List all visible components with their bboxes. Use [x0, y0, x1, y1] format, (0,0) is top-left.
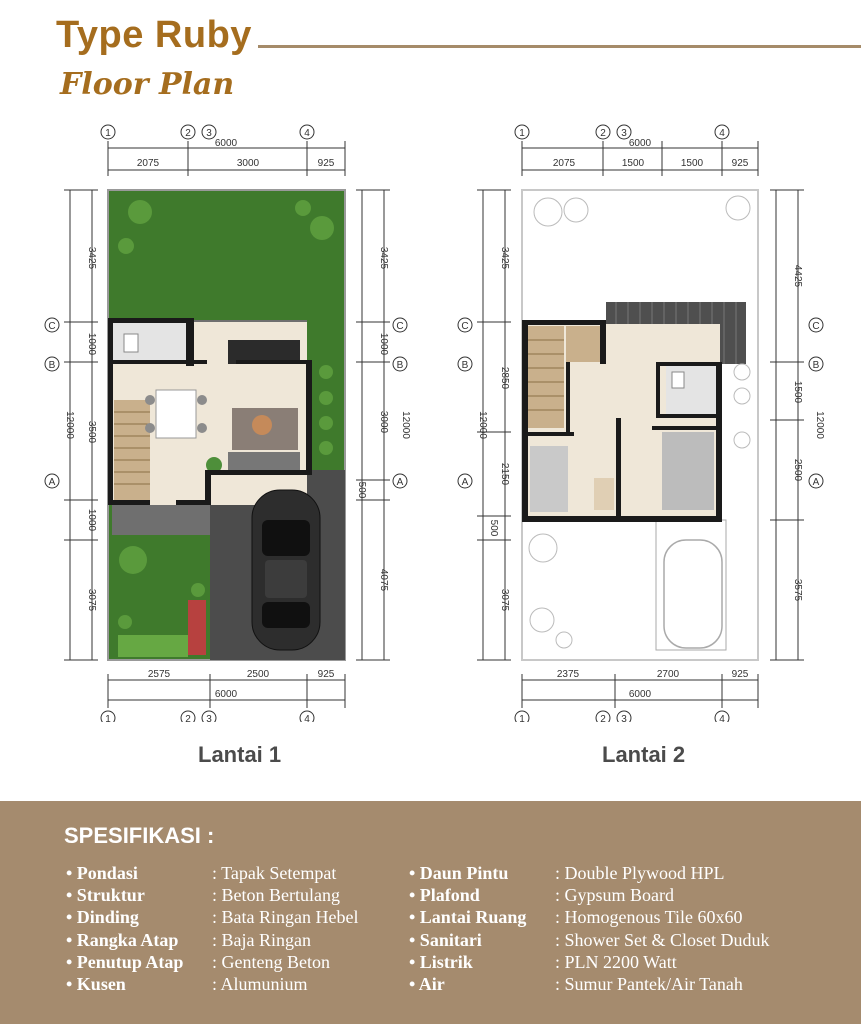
spec-value: : Tapak Setempat [212, 863, 337, 883]
l1-grid-4b: 4 [304, 714, 310, 722]
floor-label-1: Lantai 1 [198, 742, 282, 767]
l1-grid-c: C [48, 321, 56, 332]
l2-grid-4: 4 [719, 128, 725, 139]
car-icon [252, 490, 320, 650]
spec-value: : Alumunium [212, 973, 308, 994]
l1-top-dim-3: 925 [317, 158, 335, 169]
l1-right-total: 12000 [400, 411, 411, 439]
l2-bottom-dim-2: 2700 [656, 669, 680, 680]
spec-key: • Dinding [66, 907, 139, 928]
spec-value: : Genteng Beton [212, 951, 330, 972]
specification-panel [0, 801, 861, 1024]
spec-row [66, 974, 406, 996]
l2-right-dim-4: 3575 [792, 578, 803, 602]
l1-grid-3: 3 [206, 128, 212, 139]
spec-key: • Lantai Ruang [409, 907, 527, 928]
spec-column-left [66, 863, 406, 996]
l1-bottom-dim-3: 925 [317, 669, 335, 680]
l1-top-dim-1: 2075 [136, 158, 160, 169]
spec-value: : PLN 2200 Watt [555, 951, 677, 972]
spec-value: : Bata Ringan Hebel [212, 907, 359, 928]
spec-key: • Penutup Atap [66, 951, 184, 972]
l1-grid-1b: 1 [105, 714, 111, 722]
l2-left-dim-4: 500 [488, 519, 499, 537]
l1-grid-2b: 2 [185, 714, 191, 722]
spec-value: : Homogenous Tile 60x60 [555, 907, 743, 928]
l1-top-dim-2: 3000 [236, 158, 260, 169]
l2-right-total: 12000 [814, 411, 825, 439]
spec-key: • Daun Pintu [409, 863, 509, 883]
spec-key: • Air [409, 973, 445, 994]
l1-grid-3b: 3 [206, 714, 212, 722]
l2-bottom-total: 6000 [628, 689, 652, 700]
spec-row [409, 930, 849, 952]
l2-grid-c: C [461, 321, 469, 332]
l2-grid-3: 3 [621, 128, 627, 139]
l1-right-dim-2: 1000 [378, 332, 389, 356]
l1-left-dim-5: 3075 [86, 588, 97, 612]
l1-bottom-dim-1: 2575 [147, 669, 171, 680]
spec-value: : Baja Ringan [212, 929, 311, 950]
l1-right-dim-3: 3000 [378, 410, 389, 434]
spec-column-right [409, 863, 849, 996]
l2-grid-b: B [461, 360, 469, 371]
l1-grid-2: 2 [185, 128, 191, 139]
l1-grid-1: 1 [105, 128, 111, 139]
l2-right-dim-1: 4425 [792, 264, 803, 288]
l2-grid-1b: 1 [519, 714, 525, 722]
title-rule [258, 45, 861, 48]
l2-top-total: 6000 [628, 138, 652, 149]
plan-lantai-1 [45, 125, 411, 722]
spec-value: : Double Plywood HPL [555, 863, 725, 883]
l2-bottom-dim-1: 2375 [556, 669, 580, 680]
spec-row [409, 974, 849, 996]
spec-key: • Struktur [66, 885, 145, 906]
l1-left-dim-4: 1000 [86, 508, 97, 532]
spec-row [409, 885, 849, 907]
spec-row [66, 885, 406, 907]
spec-row [66, 930, 406, 952]
l1-right-dim-4: 500 [356, 481, 367, 499]
page-subtitle: Floor Plan [60, 67, 235, 102]
l1-right-dim-1: 3425 [378, 246, 389, 270]
l2-grid-b-r: B [812, 360, 820, 371]
spec-row [409, 907, 849, 929]
l2-left-dim-2: 2850 [499, 366, 510, 390]
l2-top-dim-2: 1500 [621, 158, 645, 169]
l2-left-dim-3: 2150 [499, 462, 510, 486]
l2-grid-1: 1 [519, 128, 525, 139]
l2-bottom-dim-3: 925 [731, 669, 749, 680]
spec-key: • Sanitari [409, 929, 482, 950]
l2-left-dim-1: 3425 [499, 246, 510, 270]
spec-row [66, 863, 406, 885]
l2-grid-2: 2 [600, 128, 606, 139]
l1-grid-b: B [48, 360, 56, 371]
spec-row [66, 952, 406, 974]
l2-left-total: 12000 [477, 411, 488, 439]
l1-left-dim-1: 3425 [86, 246, 97, 270]
floor-label-2: Lantai 2 [602, 742, 686, 767]
l1-left-dim-3: 3500 [86, 420, 97, 444]
plan-lantai-2 [458, 125, 825, 722]
l1-grid-c-r: C [396, 321, 404, 332]
l1-right-dim-5: 4075 [378, 568, 389, 592]
spec-key: • Pondasi [66, 863, 138, 883]
spec-key: • Listrik [409, 951, 473, 972]
spec-key: • Rangka Atap [66, 929, 179, 950]
l2-top-dim-4: 925 [731, 158, 749, 169]
l1-bottom-dim-2: 2500 [246, 669, 270, 680]
spec-row [409, 863, 849, 885]
spec-key: • Plafond [409, 885, 480, 906]
l2-grid-2b: 2 [600, 714, 606, 722]
l2-grid-a: A [461, 477, 469, 488]
spec-row [66, 907, 406, 929]
floor-plans [0, 112, 861, 722]
l1-grid-4: 4 [304, 128, 310, 139]
l1-left-dim-2: 1000 [86, 332, 97, 356]
l2-grid-c-r: C [812, 321, 820, 332]
l1-grid-a: A [48, 477, 56, 488]
spec-value: : Sumur Pantek/Air Tanah [555, 973, 743, 994]
l2-right-dim-3: 2500 [792, 458, 803, 482]
l2-top-dim-1: 2075 [552, 158, 576, 169]
spec-value: : Gypsum Board [555, 885, 674, 906]
l2-right-dim-2: 1500 [792, 380, 803, 404]
l1-grid-a-r: A [396, 477, 404, 488]
spec-row [409, 952, 849, 974]
l1-grid-b-r: B [396, 360, 404, 371]
spec-value: : Shower Set & Closet Duduk [555, 929, 770, 950]
page-title: Type Ruby [56, 14, 252, 56]
spec-value: : Beton Bertulang [212, 885, 340, 906]
l2-top-dim-3: 1500 [680, 158, 704, 169]
l1-bottom-total: 6000 [214, 689, 238, 700]
spec-key: • Kusen [66, 973, 126, 994]
l1-top-total: 6000 [214, 138, 238, 149]
l2-grid-a-r: A [812, 477, 820, 488]
l2-grid-3b: 3 [621, 714, 627, 722]
l2-grid-4b: 4 [719, 714, 725, 722]
l1-left-total: 12000 [64, 411, 75, 439]
l2-left-dim-5: 3075 [499, 588, 510, 612]
spec-title: SPESIFIKASI : [64, 823, 215, 848]
